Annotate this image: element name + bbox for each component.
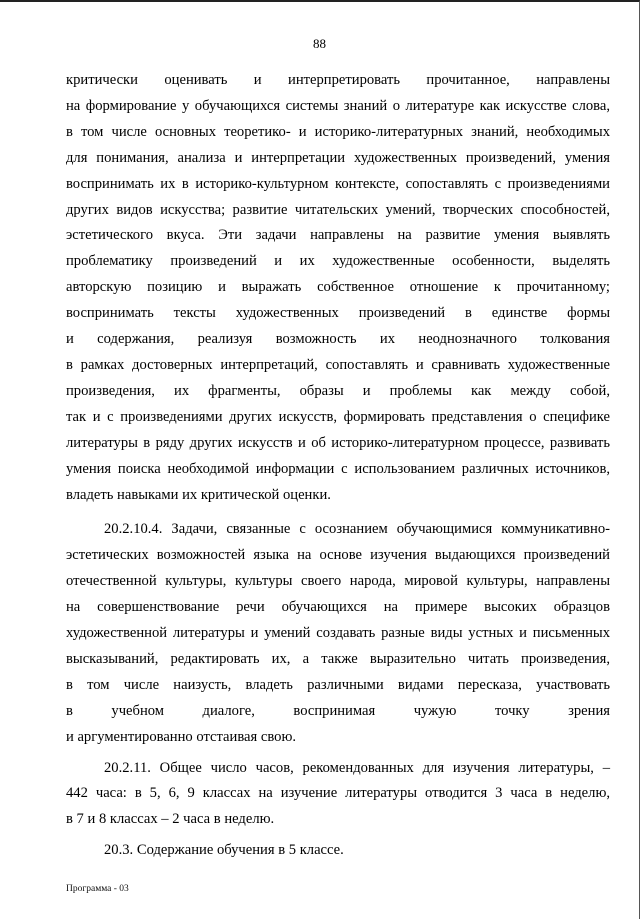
text-line: литературы в ряду других искусств и об историко-литературном процессе, развивать bbox=[66, 434, 610, 451]
text-line: на совершенствование речи обучающихся на примере высоких образцов bbox=[66, 599, 610, 616]
paragraph-section-20-2-10-4 bbox=[66, 517, 610, 750]
text-line: высказываний, редактировать их, а также выразительно читать произведения, bbox=[66, 650, 610, 667]
text-line: эстетических возможностей языка на основе изучения выдающихся произведений bbox=[66, 547, 610, 564]
text-line: авторскую позицию и выражать собственное отношение к прочитанному; bbox=[66, 279, 610, 296]
text-line: на формирование у обучающихся системы знаний о литературе как искусстве слова, bbox=[66, 97, 610, 114]
text-line: отечественной культуры, культуры своего народа, мировой культуры, направлены bbox=[66, 573, 610, 590]
text-line: 20.2.10.4. Задачи, связанные с осознанием обучающимися коммуникативно- bbox=[104, 521, 610, 538]
text-line: художественной литературы и умений создавать разные виды устных и письменных bbox=[66, 625, 610, 642]
text-line: так и с произведениями других искусств, формировать представления о специфике bbox=[66, 408, 610, 425]
text-line: 20.2.11. Общее число часов, рекомендованных для изучения литературы, – bbox=[104, 759, 610, 776]
text-line: воспринимать их в историко-культурном контексте, сопоставлять с произведениями bbox=[66, 175, 610, 192]
text-line: для понимания, анализа и интерпретации художественных произведений, умения bbox=[66, 149, 610, 166]
page-number: 88 bbox=[313, 36, 326, 51]
text-line: в том числе наизусть, владеть различными видами пересказа, участвовать bbox=[66, 676, 610, 693]
page-footer: Программа - 03 bbox=[66, 884, 129, 894]
section-heading-20-3 bbox=[66, 838, 610, 864]
text-line: в 7 и 8 классах – 2 часа в неделю. bbox=[66, 811, 275, 828]
text-line: произведения, их фрагменты, образы и проблемы как между собой, bbox=[66, 382, 610, 399]
text-line: умения поиска необходимой информации с использованием различных источников, bbox=[66, 460, 610, 477]
text-line: 442 часа: в 5, 6, 9 классах на изучение литературы отводится 3 часа в неделю, bbox=[66, 785, 610, 802]
text-line: в том числе основных теоретико- и историко-литературных знаний, необходимых bbox=[66, 123, 610, 140]
page-content bbox=[66, 68, 610, 864]
text-line: в учебном диалоге, воспринимая чужую точку зрения bbox=[66, 702, 610, 719]
text-line: проблематику произведений и их художественные особенности, выделять bbox=[66, 253, 610, 270]
text-line: владеть навыками их критической оценки. bbox=[66, 486, 331, 503]
text-line: критически оценивать и интерпретировать прочитанное, направлены bbox=[66, 72, 610, 88]
text-line: и аргументированно отстаивая свою. bbox=[66, 728, 297, 745]
text-line: других видов искусства; развитие читательских умений, творческих способностей, bbox=[66, 201, 610, 218]
paragraph-literature-goals bbox=[66, 68, 610, 508]
text-line: в рамках достоверных интерпретаций, сопоставлять и сравнивать художественные bbox=[66, 356, 610, 373]
text-line: 20.3. Содержание обучения в 5 классе. bbox=[104, 842, 344, 859]
text-line: эстетического вкуса. Эти задачи направлены на развитие умения выявлять bbox=[66, 227, 610, 244]
text-line: и содержания, реализуя возможность их неоднозначного толкования bbox=[66, 331, 610, 348]
paragraph-section-20-2-11 bbox=[66, 756, 610, 834]
text-line: воспринимать тексты художественных произведений в единстве формы bbox=[66, 305, 610, 322]
